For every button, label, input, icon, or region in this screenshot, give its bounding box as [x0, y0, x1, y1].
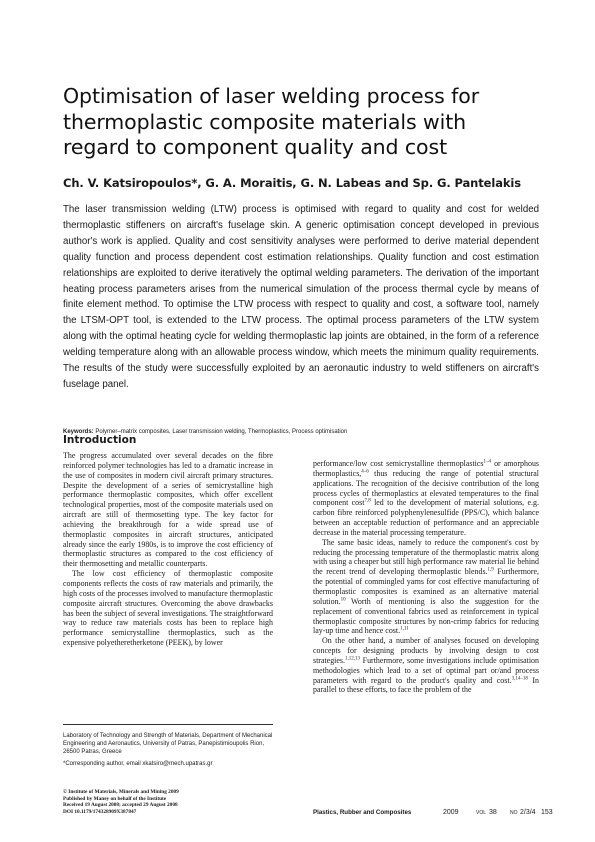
- volume-label: VOL: [476, 810, 487, 816]
- footnote-divider: [63, 724, 273, 725]
- text-run: Furthermore, the potential of commingled yarns for cost effective manufacturing of thermoplastic composites is examined as an alternative material solution.: [313, 567, 539, 606]
- author-affiliation: Laboratory of Technology and Strength of Materials, Department of Mechanical Engineering and Aeronautics, University of Patras, Panepistimioupolis Rion, 26500 Patras, Greece: [63, 733, 273, 755]
- issue-label: NO: [510, 810, 518, 816]
- journal-footer: [313, 808, 553, 818]
- paragraph: The progress accumulated over several decades on the fibre reinforced polymer technologies has led to a dramatic increase in the use of composites in modern civil aircraft primary structures. Despite the development of a series of semicrystalline high performance thermoplastic composites, which offer excellent technological properties, most of the composite materials used on aircraft are still of thermosetting type. The key factor for achieving the breakthrough for a wide spread use of thermoplastic composites in aircraft structures, anticipated already since the early 1980s, is to improve the cost efficiency of thermoplastic structures as compared to the cost efficiency of their thermosetting and metallic counterparts.: [63, 451, 273, 569]
- publisher-line: Published by Maney on behalf of the Institute: [63, 795, 167, 802]
- citation: 1,12,13: [344, 656, 360, 662]
- text-run: The same basic ideas, namely to reduce the component's cost by reducing the processing temperature of the thermoplastic matrix along with using a cheaper but still high performance raw material lie behind the recent trend of developing thermoplastic blends.: [313, 537, 539, 577]
- citation: 1,11: [400, 626, 409, 632]
- text-run: thus reducing the range of potential structural applications. The recognition of the decisive contribution of the long process cycles of thermoplastics at elevated temperatures to the final component cost: [313, 468, 539, 508]
- paragraph: [313, 459, 539, 538]
- keywords-label: Keywords:: [63, 429, 94, 435]
- page-number: 153: [541, 809, 553, 816]
- text-run: or amorphous thermoplastics,: [313, 459, 540, 478]
- text-run: Furthermore, some investigations include optimisation methodologies which lead to a set of optimal part or/and process parameters with regard to the product's quality and cost.: [313, 655, 539, 685]
- journal-name: Plastics, Rubber and Composites: [313, 809, 412, 816]
- citation: 7,8: [364, 498, 371, 504]
- article-title: Optimisation of laser welding process for thermoplastic composite materials with regard to component quality and cost: [63, 84, 480, 159]
- text-run: Worth of mentioning is also the suggestion for the replacement of conventional fabrics used as reinforcement in typical thermoplastic composite structures by non-crimp fabrics for reducing lay-up time and hence cost.: [313, 596, 539, 636]
- keywords-list: Polymer–matrix composites, Laser transmission welding, Thermoplastics, Process optimisation: [95, 429, 348, 435]
- citation: 1,9: [487, 567, 494, 573]
- copyright-line: © Institute of Materials, Minerals and Mining 2009: [63, 789, 179, 795]
- citation: 4–6: [361, 469, 369, 475]
- author-list: Ch. V. Katsiropoulos*, G. A. Moraitis, G. N. Labeas and Sp. G. Pantelakis: [63, 176, 522, 190]
- section-heading-introduction: Introduction: [63, 434, 137, 446]
- text-run: On the other hand, a number of analyses focused on developing concepts for designing products by involving design to cost strategies.: [313, 636, 539, 665]
- volume-number: 38: [489, 809, 497, 816]
- text-run: In parallel to these efforts, to face the problem of the: [313, 675, 539, 695]
- received-date-line: Received 19 August 2008; accepted 29 August 2008: [63, 802, 178, 809]
- copyright-block: [63, 789, 278, 816]
- corresponding-author-note: *Corresponding author, email xkatsiro@mech.upatras.gr: [63, 761, 213, 767]
- paragraph: [313, 538, 539, 636]
- left-column: [63, 434, 273, 648]
- journal-year: 2009: [443, 809, 459, 816]
- right-column: [313, 459, 539, 695]
- citation: 1–4: [483, 459, 492, 465]
- abstract: The laser transmission welding (LTW) process is optimised with regard to quality and cost for welded thermoplastic stiffeners on aircraft's fuselage skin. A generic optimisation concept developed in previous author's work is applied. Quality and cost sensitivity analyses were performed to derive material dependent quality function and process dependent cost estimation relationships. Quality function and cost estimation relationships are exploited to derive iteratively the optimal welding parameters. The derivation of the important heating process parameters arises from the numerical simulation of the process thermal cycle by means of finite element method. To optimise the LTW process with respect to quality and cost, a software tool, namely the LTSM-OPT tool, is extended to the LTW process. The optimal process parameters of the LTW system along with the optimal heating cycle for welding thermoplastic lap joints are obtained, in the form of a reference welding temperature along with an allowable process window, which meets the minimum quality requirements. The results of the study were successfully exploited by an aeronautic industry to weld stiffeners on aircraft's fuselage panel.: [63, 204, 539, 390]
- paragraph: The low cost efficiency of thermoplastic composite components reflects the costs of raw materials and primarily, the high costs of the processes involved to manufacture thermoplastic composite aircraft structures. Overcoming the above drawbacks has been the subject of several investigations. The straightforward way to reduce raw materials costs has been to replace high performance semicrystalline thermoplastics, such as the expensive polyetheretherketone (PEEK), by lower: [63, 569, 273, 648]
- paragraph: [313, 636, 539, 695]
- issue-number: 2/3/4: [520, 809, 536, 816]
- text-run: performance/low cost semicrystalline thermoplastics: [313, 459, 484, 468]
- doi-line: DOI 10.1179/174328909X387847: [63, 809, 137, 816]
- text-run: led to the development of material solutions, e.g. carbon fibre reinforced polyphenylenesulfide (PPS/C), which balance between an acceptable reduction of performance and an appreciable decrease in the material processing temperature.: [313, 498, 539, 537]
- citation: 10: [340, 597, 346, 603]
- citation: 3,14–18: [511, 675, 528, 681]
